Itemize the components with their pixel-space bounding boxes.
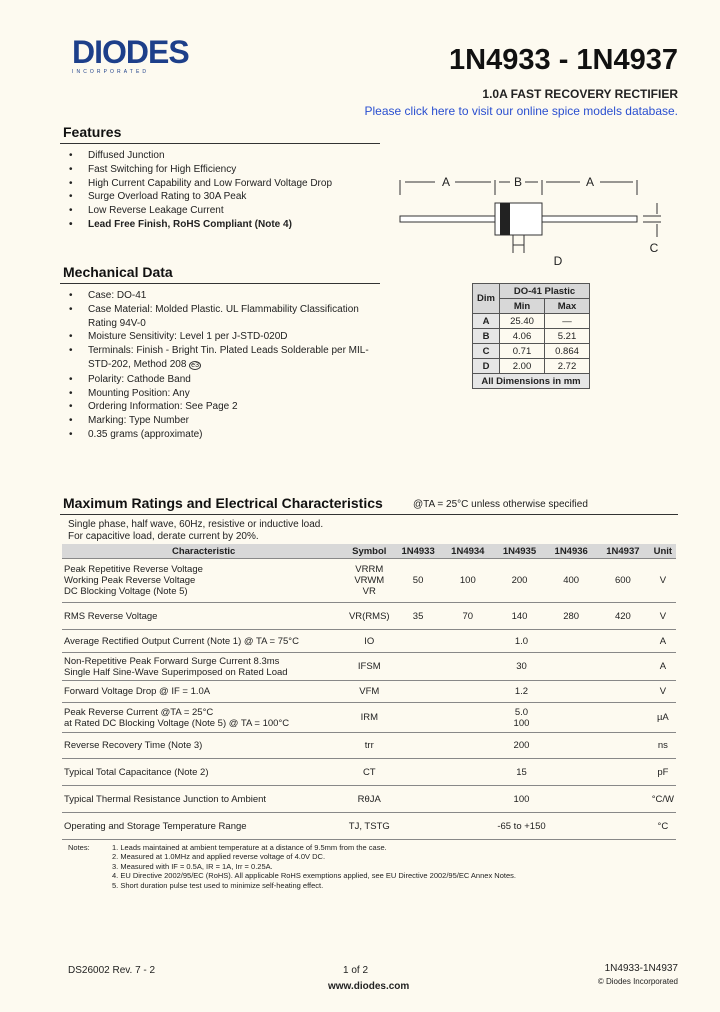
list-item (63, 344, 383, 373)
product-subtitle: 1.0A FAST RECOVERY RECTIFIER (482, 87, 678, 101)
ratings-table (62, 544, 676, 840)
table-row (62, 559, 676, 603)
table-row (62, 759, 676, 786)
value-cell: 100 (443, 559, 493, 603)
table-row (473, 359, 590, 374)
logo-text: DIODES (72, 34, 189, 70)
list-item: • Low Reverse Leakage Current (63, 204, 383, 218)
part-title: 1N4933 - 1N4937 (449, 44, 678, 76)
value-line: 5.0 (514, 706, 529, 718)
col-characteristic: Characteristic (62, 544, 345, 559)
doc-number: DS26002 Rev. 7 - 2 (68, 965, 156, 976)
list-item: • Case Material: Molded Plastic. UL Flammability Classification Rating 94V-0 (63, 303, 383, 331)
dim-label-d: D (553, 254, 563, 268)
symbol-line: VRWM (354, 575, 385, 586)
symbol-cell: IFSM (345, 653, 393, 681)
note-item: 2. Measured at 1.0MHz and applied reverse voltage of 4.0V DC. (112, 852, 326, 862)
unit-cell: °C (650, 813, 676, 840)
dim-max: — (545, 314, 590, 329)
ratings-condition: @TA = 25°C unless otherwise specified (413, 499, 588, 510)
dim-min: 4.06 (500, 329, 545, 344)
table-row (62, 733, 676, 759)
dim-label-c: C (649, 241, 659, 255)
unit-cell: A (650, 630, 676, 653)
dim-label-b: B (513, 175, 523, 189)
dim-min: 25.40 (500, 314, 545, 329)
mechanical-heading: Mechanical Data (63, 264, 173, 280)
characteristic-cell: Typical Total Capacitance (Note 2) (62, 759, 345, 786)
value-cell: 280 (546, 603, 596, 630)
unit-cell: A (650, 653, 676, 681)
value-cell: 420 (596, 603, 650, 630)
symbol-cell: CT (345, 759, 393, 786)
characteristic-cell: RMS Reverse Voltage (62, 603, 345, 630)
col-symbol: Symbol (345, 544, 393, 559)
dim-key: B (473, 329, 500, 344)
cathode-band (500, 203, 510, 235)
website-link[interactable]: www.diodes.com (328, 981, 410, 992)
list-item: • Ordering Information: See Page 2 (63, 400, 383, 414)
ratings-heading: Maximum Ratings and Electrical Characteristics (63, 495, 383, 511)
char-line: at Rated DC Blocking Voltage (Note 5) @ TA = 100°C (64, 717, 290, 729)
char-line: DC Blocking Voltage (Note 5) (64, 586, 188, 597)
max-header: Max (545, 299, 590, 314)
table-row (473, 314, 590, 329)
col-1n4937: 1N4937 (596, 544, 650, 559)
unit-cell: V (650, 559, 676, 603)
characteristic-cell: Typical Thermal Resistance Junction to Ambient (62, 786, 345, 813)
table-row (62, 630, 676, 653)
characteristic-cell: Forward Voltage Drop @ IF = 1.0A (62, 681, 345, 703)
dim-key: C (473, 344, 500, 359)
list-item: • Fast Switching for High Efficiency (63, 163, 383, 177)
table-row (473, 329, 590, 344)
list-item: • Polarity: Cathode Band (63, 373, 383, 387)
do41-package-diagram (395, 165, 675, 275)
mechanical-list (63, 289, 383, 442)
unit-cell: pF (650, 759, 676, 786)
min-header: Min (500, 299, 545, 314)
note-item: 3. Measured with IF = 0.5A, IR = 1A, Irr = 0.25A. (112, 861, 273, 871)
symbol-cell: IO (345, 630, 393, 653)
char-line: Peak Repetitive Reverse Voltage (64, 564, 203, 575)
value-cell: 1.0 (393, 630, 650, 653)
dim-label-a2: A (585, 175, 595, 189)
notes-list (112, 843, 672, 890)
symbol-cell (345, 559, 393, 603)
unit-cell: ns (650, 733, 676, 759)
table-row (62, 813, 676, 840)
col-unit: Unit (650, 544, 676, 559)
table-row (473, 344, 590, 359)
mechanical-rule (60, 283, 380, 284)
terminals-text: Terminals: Finish - Bright Tin. Plated Leads Solderable per MIL-STD-202, Method 208 (88, 345, 369, 370)
table-row (62, 681, 676, 703)
dim-max: 5.21 (545, 329, 590, 344)
notes-label: Notes: (68, 843, 90, 852)
characteristic-cell: Reverse Recovery Time (Note 3) (62, 733, 345, 759)
unit-cell: V (650, 603, 676, 630)
col-1n4936: 1N4936 (546, 544, 596, 559)
char-line: Non-Repetitive Peak Forward Surge Current 8.3ms (64, 655, 280, 667)
list-item: • Lead Free Finish, RoHS Compliant (Note 4) (63, 218, 383, 232)
value-cell: 140 (493, 603, 547, 630)
characteristic-cell: Average Rectified Output Current (Note 1) @ TA = 75°C (62, 630, 345, 653)
characteristic-cell (62, 653, 345, 681)
logo-subtext: INCORPORATED (72, 69, 150, 75)
characteristic-cell (62, 559, 345, 603)
package-header: DO-41 Plastic (500, 284, 590, 299)
list-item: • Moisture Sensitivity: Level 1 per J-STD-020D (63, 330, 383, 344)
symbol-line: VRRM (355, 564, 384, 575)
list-item: • Surge Overload Rating to 30A Peak (63, 190, 383, 204)
table-row (62, 603, 676, 630)
symbol-cell: VR(RMS) (345, 603, 393, 630)
dim-key: D (473, 359, 500, 374)
spice-models-link[interactable]: Please click here to visit our online spice models database. (364, 104, 678, 118)
dim-label-a1: A (441, 175, 451, 189)
dim-min: 2.00 (500, 359, 545, 374)
table-row (62, 703, 676, 733)
unit-cell: µA (650, 703, 676, 733)
value-cell: 70 (443, 603, 493, 630)
col-1n4933: 1N4933 (393, 544, 443, 559)
ratings-rule (60, 514, 678, 515)
dim-max: 0.864 (545, 344, 590, 359)
col-1n4934: 1N4934 (443, 544, 493, 559)
note-item: 5. Short duration pulse test used to minimize self-heating effect. (112, 880, 324, 890)
symbol-cell: IRM (345, 703, 393, 733)
footer-part: 1N4933-1N4937 (604, 963, 678, 974)
characteristic-cell: Operating and Storage Temperature Range (62, 813, 345, 840)
dim-col-header: Dim (473, 284, 500, 314)
dimension-table (472, 283, 590, 389)
char-line: Single Half Sine-Wave Superimposed on Rated Load (64, 666, 288, 678)
dim-max: 2.72 (545, 359, 590, 374)
features-list (63, 149, 383, 232)
symbol-cell: RθJA (345, 786, 393, 813)
symbol-line: VR (362, 586, 376, 597)
features-rule (60, 143, 380, 144)
value-cell: 600 (596, 559, 650, 603)
unit-cell: °C/W (650, 786, 676, 813)
dim-min: 0.71 (500, 344, 545, 359)
unit-cell: V (650, 681, 676, 703)
list-item: • High Current Capability and Low Forward Voltage Drop (63, 177, 383, 191)
ratings-note-2: For capacitive load, derate current by 20%. (68, 531, 259, 542)
list-item: • Diffused Junction (63, 149, 383, 163)
col-1n4935: 1N4935 (493, 544, 547, 559)
value-cell: 200 (493, 559, 547, 603)
value-cell: 200 (393, 733, 650, 759)
diodes-logo (72, 36, 212, 76)
note-item: 4. EU Directive 2002/95/EC (RoHS). All applicable RoHS exemptions applied, see EU Directive 2002/95/EC Annex Notes. (112, 871, 516, 881)
table-row (62, 653, 676, 681)
char-line: Peak Reverse Current @TA = 25°C (64, 706, 214, 718)
value-cell: 1.2 (393, 681, 650, 703)
note-item: 1. Leads maintained at ambient temperature at a distance of 9.5mm from the case. (112, 843, 387, 852)
symbol-cell: TJ, TSTG (345, 813, 393, 840)
value-line: 100 (513, 717, 530, 729)
value-cell: 15 (393, 759, 650, 786)
list-item: • Mounting Position: Any (63, 387, 383, 401)
list-item: • Case: DO-41 (63, 289, 383, 303)
value-cell: 35 (393, 603, 443, 630)
value-cell: 400 (546, 559, 596, 603)
dim-key: A (473, 314, 500, 329)
table-row (62, 786, 676, 813)
ratings-note-1: Single phase, half wave, 60Hz, resistive or inductive load. (68, 519, 324, 530)
value-cell: 30 (393, 653, 650, 681)
characteristic-cell (62, 703, 345, 733)
value-cell: -65 to +150 (393, 813, 650, 840)
list-item: • 0.35 grams (approximate) (63, 428, 383, 442)
page-number: 1 of 2 (343, 965, 369, 976)
value-cell (393, 703, 650, 733)
dim-table-footer: All Dimensions in mm (473, 374, 590, 389)
value-cell: 100 (393, 786, 650, 813)
list-item: • Marking: Type Number (63, 414, 383, 428)
e3-mark: e3 (191, 361, 199, 369)
char-line: Working Peak Reverse Voltage (64, 575, 196, 586)
symbol-cell: trr (345, 733, 393, 759)
symbol-cell: VFM (345, 681, 393, 703)
footer-copyright: © Diodes Incorporated (597, 977, 678, 986)
value-cell: 50 (393, 559, 443, 603)
features-heading: Features (63, 124, 122, 140)
